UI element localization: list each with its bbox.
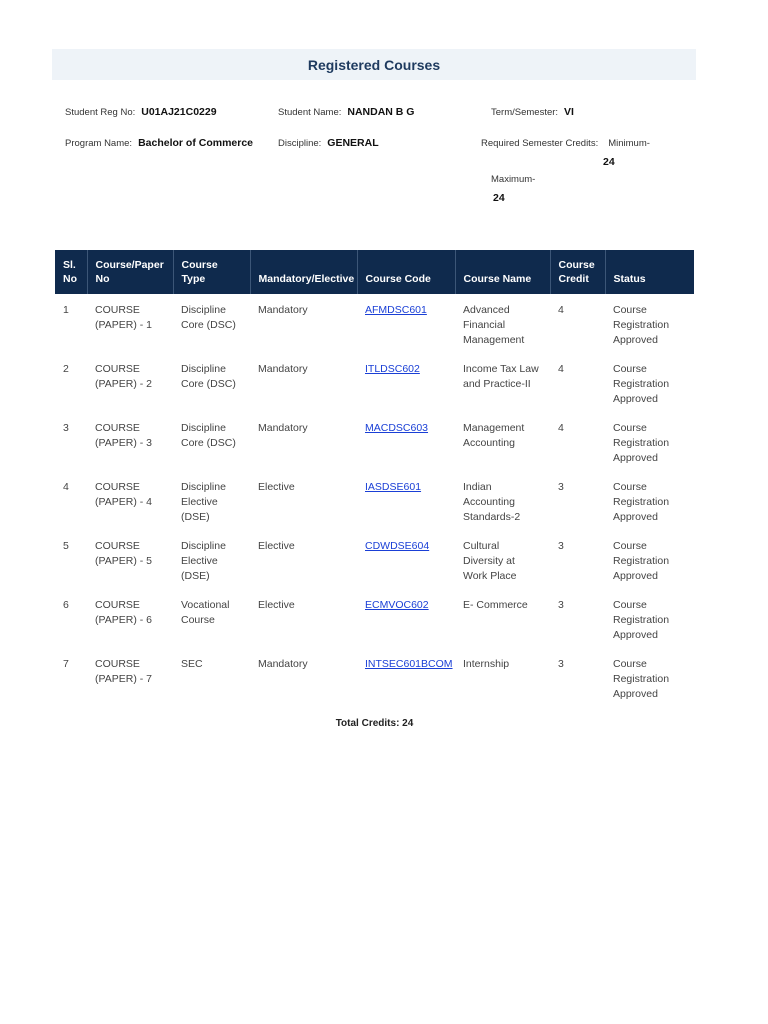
cell-status: Course Registration Approved (613, 658, 670, 700)
cell-course-credit: 3 (558, 658, 564, 670)
header-course-credit: Course Credit (550, 250, 605, 294)
cell-course-code (357, 412, 455, 471)
required-credits-field (481, 138, 650, 149)
table-row (55, 294, 694, 353)
table-row (55, 471, 694, 530)
cell-mandatory-elective: Mandatory (258, 363, 308, 375)
cell-mandatory-elective: Mandatory (258, 304, 308, 316)
cell-status: Course Registration Approved (613, 363, 670, 405)
cell-course-name: Indian Accounting Standards-2 (463, 481, 521, 523)
cell-course-credit: 3 (558, 540, 564, 552)
cell-mandatory-elective: Elective (258, 481, 295, 493)
term-value: VI (564, 106, 574, 118)
cell-course-credit: 4 (558, 422, 564, 434)
cell-sl-no: 3 (63, 422, 69, 434)
cell-course-code (357, 471, 455, 530)
discipline-label: Discipline: (278, 138, 322, 149)
cell-course-credit: 3 (558, 599, 564, 611)
cell-status: Course Registration Approved (613, 304, 670, 346)
table-row (55, 589, 694, 648)
cell-course-type: Discipline Core (DSC) (181, 422, 236, 449)
cell-status: Course Registration Approved (613, 599, 670, 641)
cell-course-code (357, 589, 455, 648)
reg-no-value: U01AJ21C0229 (141, 106, 217, 118)
table-row (55, 412, 694, 471)
header-sl-no: Sl. No (55, 250, 87, 294)
course-code-link[interactable]: IASDSE601 (365, 481, 422, 493)
student-name-field (278, 106, 414, 118)
title-bar (52, 49, 696, 80)
term-label: Term/Semester: (491, 107, 559, 118)
cell-sl-no: 7 (63, 658, 69, 670)
cell-course-name: Internship (463, 658, 510, 670)
cell-mandatory-elective: Mandatory (258, 422, 308, 434)
header-course-name: Course Name (455, 250, 550, 294)
course-code-link[interactable]: INTSEC601BCOM (365, 658, 453, 670)
reg-no-field (65, 106, 217, 118)
cell-mandatory-elective: Elective (258, 599, 295, 611)
cell-course-type: SEC (181, 658, 203, 670)
header-course-type: Course Type (173, 250, 250, 294)
cell-paper-no: COURSE (PAPER) - 3 (95, 422, 152, 449)
cell-course-name: Cultural Diversity at Work Place (463, 540, 517, 582)
course-code-link[interactable]: AFMDSC601 (365, 304, 427, 316)
minimum-value: 24 (603, 156, 615, 168)
cell-paper-no: COURSE (PAPER) - 7 (95, 658, 152, 685)
header-course-code: Course Code (357, 250, 455, 294)
student-name-value: NANDAN B G (347, 106, 415, 118)
cell-course-credit: 4 (558, 304, 564, 316)
cell-status: Course Registration Approved (613, 481, 670, 523)
maximum-value: 24 (493, 192, 505, 204)
header-status: Status (605, 250, 694, 294)
header-mandatory-elective: Mandatory/Elective (250, 250, 357, 294)
table-row (55, 353, 694, 412)
cell-sl-no: 6 (63, 599, 69, 611)
total-credits: Total Credits: 24 (335, 718, 414, 729)
cell-course-type: Discipline Core (DSC) (181, 304, 236, 331)
cell-status: Course Registration Approved (613, 540, 670, 582)
courses-table (55, 250, 694, 707)
cell-course-type: Vocational Course (181, 599, 230, 626)
table-row (55, 530, 694, 589)
cell-course-code (357, 294, 455, 353)
cell-course-type: Discipline Elective (DSE) (181, 540, 226, 582)
cell-sl-no: 1 (63, 304, 69, 316)
cell-course-type: Discipline Core (DSC) (181, 363, 236, 390)
cell-course-code (357, 530, 455, 589)
student-name-label: Student Name: (278, 107, 342, 118)
cell-course-name: Advanced Financial Management (463, 304, 525, 346)
cell-course-credit: 3 (558, 481, 564, 493)
cell-course-type: Discipline Elective (DSE) (181, 481, 226, 523)
header-course-paper-no: Course/Paper No (87, 250, 173, 294)
program-value: Bachelor of Commerce (138, 137, 254, 149)
course-code-link[interactable]: CDWDSE604 (365, 540, 430, 552)
program-label: Program Name: (65, 138, 133, 149)
cell-course-name: Management Accounting (463, 422, 525, 449)
cell-sl-no: 5 (63, 540, 69, 552)
cell-course-code (357, 648, 455, 707)
course-code-link[interactable]: ITLDSC602 (365, 363, 420, 375)
cell-paper-no: COURSE (PAPER) - 4 (95, 481, 152, 508)
discipline-field (278, 137, 379, 149)
cell-paper-no: COURSE (PAPER) - 6 (95, 599, 152, 626)
discipline-value: GENERAL (327, 137, 379, 149)
page-title: Registered Courses (307, 56, 441, 73)
cell-course-credit: 4 (558, 363, 564, 375)
program-field (65, 137, 253, 149)
table-header-row (55, 250, 694, 294)
table-row (55, 648, 694, 707)
minimum-label: Minimum- (608, 138, 650, 149)
cell-paper-no: COURSE (PAPER) - 2 (95, 363, 152, 390)
required-credits-label: Required Semester Credits: (481, 138, 599, 149)
cell-course-name: Income Tax Law and Practice-II (463, 363, 539, 390)
course-code-link[interactable]: MACDSC603 (365, 422, 429, 434)
course-code-link[interactable]: ECMVOC602 (365, 599, 429, 611)
cell-course-code (357, 353, 455, 412)
cell-course-name: E- Commerce (463, 599, 528, 611)
cell-status: Course Registration Approved (613, 422, 670, 464)
cell-sl-no: 2 (63, 363, 69, 375)
cell-mandatory-elective: Mandatory (258, 658, 308, 670)
cell-paper-no: COURSE (PAPER) - 5 (95, 540, 152, 567)
cell-mandatory-elective: Elective (258, 540, 295, 552)
reg-no-label: Student Reg No: (65, 107, 136, 118)
cell-paper-no: COURSE (PAPER) - 1 (95, 304, 152, 331)
term-field (491, 106, 574, 118)
maximum-label: Maximum- (491, 174, 536, 185)
cell-sl-no: 4 (63, 481, 69, 493)
